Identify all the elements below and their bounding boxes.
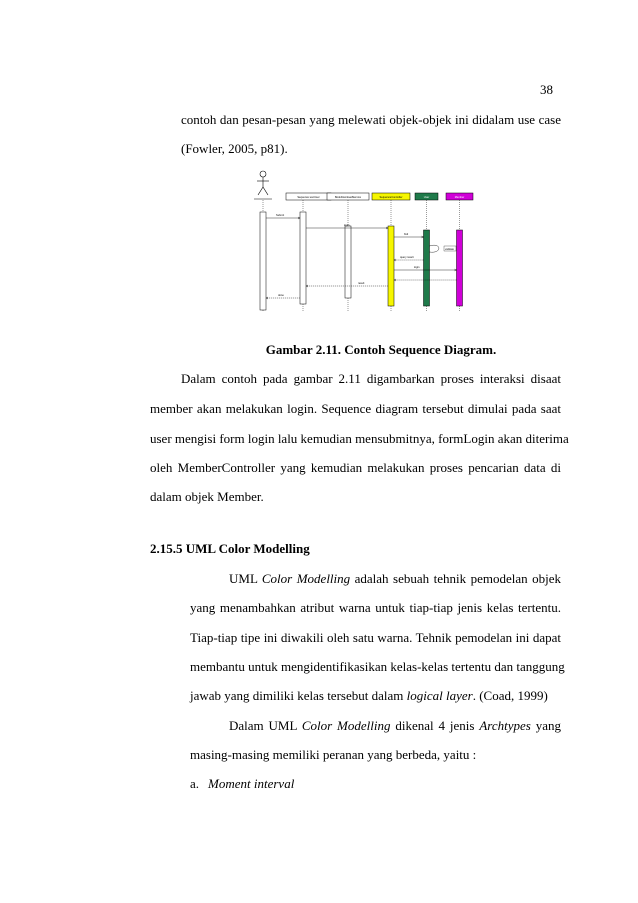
object-label-sequence-wsl: Sequence.wsl.User (297, 195, 320, 199)
figure-caption: Gambar 2.11. Contoh Sequence Diagram. (265, 342, 497, 357)
para2-text: UML (229, 571, 262, 586)
activation-user (424, 230, 430, 306)
intro-line-1: contoh dan pesan-pesan yang melewati objek-objek ini didalam use case (181, 112, 561, 127)
object-label-user: User (423, 195, 430, 199)
para1-line-1: Dalam contoh pada gambar 2.11 digambarkan proses interaksi disaat (181, 371, 561, 386)
para3-text: dikenal 4 jenis (390, 718, 480, 733)
para2-italic-term: logical layer (406, 688, 473, 703)
intro-line-2: (Fowler, 2005, p81). (181, 141, 288, 156)
para3-italic-term: Archtypes (479, 718, 531, 733)
para2-text: jawab yang dimiliki kelas tersebut dalam (190, 688, 407, 703)
para1-line-2: member akan melakukan login. Sequence diagram tersebut dimulai pada saat (150, 401, 561, 416)
object-label-sequence-controller: SequenceController (379, 195, 403, 199)
list-marker: a. (190, 776, 200, 791)
activation-book-download-service (345, 226, 351, 298)
list-item-text: Moment interval (208, 776, 295, 791)
message-label-result: result (358, 282, 365, 285)
para3-line-2: masing-masing memiliki peranan yang berbeda, yaitu : (190, 747, 477, 762)
para2-italic-term: Color Modelling (261, 571, 351, 586)
activation-sequence-controller (388, 226, 394, 306)
para2-text: adalah sebuah tehnik pemodelan objek (350, 571, 561, 586)
page-number: 38 (540, 82, 553, 97)
section-heading: 2.15.5 UML Color Modelling (150, 541, 310, 556)
actor-figure (257, 171, 269, 195)
object-label-book-download-service: BookDownloadService (334, 195, 362, 199)
para2-line-4: membantu untuk mengidentifikasikan kelas-kelas tertentu dan tanggung (190, 659, 565, 674)
para2-line-1 (229, 571, 561, 587)
message-label-submit: Submit (276, 214, 285, 217)
para1-line-5: dalam objek Member. (150, 489, 264, 504)
sequence-diagram (248, 168, 474, 314)
list-item-a (190, 776, 294, 792)
message-label-query-result: query result (400, 256, 414, 259)
activation-sequence-wsl (300, 212, 306, 304)
message-label-find: find (404, 233, 409, 236)
para2-line-5 (190, 688, 548, 704)
activation-actor (260, 212, 266, 310)
para2-line-2: yang menambahkan atribut warna untuk tiap-tiap jenis kelas tertentu. (190, 600, 561, 615)
para2-text: . (Coad, 1999) (472, 688, 548, 703)
para2-line-3: Tiap-tiap tipe ini diwakili oleh satu warna. Tehnik pemodelan ini dapat (190, 630, 561, 645)
para3-line-1 (229, 718, 561, 734)
message-label-validate: validate (445, 247, 454, 251)
message-label-login-member: login (414, 266, 420, 269)
para3-text: Dalam UML (229, 718, 302, 733)
para3-italic-term: Color Modelling (301, 718, 391, 733)
para1-line-4: oleh MemberController yang kemudian melakukan proses pencarian data di (150, 460, 561, 475)
message-label-login: login (344, 224, 350, 227)
message-label-done: done (278, 294, 284, 297)
activation-member (457, 230, 463, 306)
object-label-member: Member (454, 195, 465, 199)
para1-line-3: user mengisi form login lalu kemudian mensubmitnya, formLogin akan diterima (150, 431, 569, 446)
para3-text: yang (530, 718, 561, 733)
